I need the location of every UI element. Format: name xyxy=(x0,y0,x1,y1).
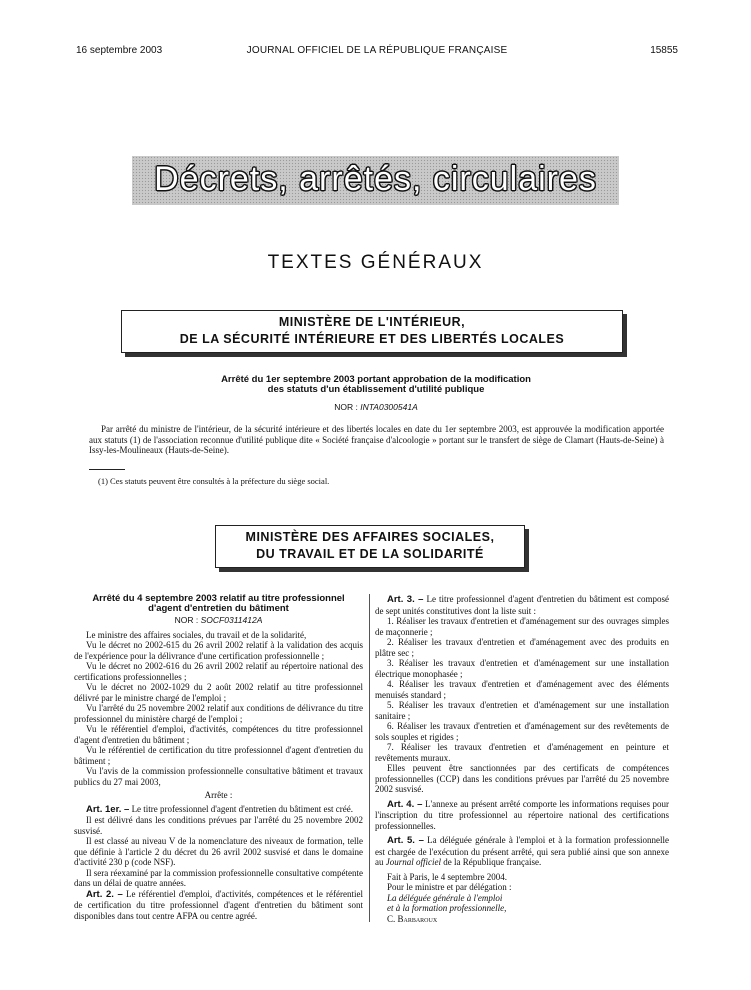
act-title xyxy=(74,594,363,614)
intro-paragraph: Le ministre des affaires sociales, du travail et de la solidarité, xyxy=(86,629,307,640)
visa-paragraph: Vu le référentiel d'emploi, d'activités, compétences du titre professionnel d'agent d'entretien du bâtiment ; xyxy=(74,724,363,745)
article-text: Le titre professionnel d'agent d'entretien du bâtiment est créé. xyxy=(131,803,353,814)
article-3 xyxy=(375,594,669,616)
column-divider xyxy=(369,594,370,922)
footnote-rule xyxy=(89,469,125,470)
page-header xyxy=(76,45,678,59)
signature-line: Pour le ministre et par délégation : xyxy=(387,882,512,892)
ministry-box-interieur xyxy=(121,310,623,353)
article-label: Art. 2. – xyxy=(86,888,123,900)
article-label: Art. 3. – xyxy=(387,594,424,605)
article-label: Art. 1er. – xyxy=(86,803,130,815)
article-text: de la République française. xyxy=(441,857,542,867)
signatory-name xyxy=(375,914,669,925)
act-title-line: d'agent d'entretien du bâtiment xyxy=(148,603,289,614)
signature-role: et à la formation professionnelle, xyxy=(387,903,507,913)
visa-paragraph: Vu l'avis de la commission professionnelle consultative bâtiment et travaux publics du 27 mai 2003, xyxy=(74,766,363,787)
nor-label: NOR : xyxy=(334,402,358,412)
unit-item: 2. Réaliser les travaux d'entretien et d'aménagement avec des produits en plâtre sec ; xyxy=(375,637,669,658)
visa-paragraph: Vu l'arrêté du 25 novembre 2002 relatif aux conditions de délivrance du titre professionnel du ministère chargé de l'emploi ; xyxy=(74,703,363,724)
article-2 xyxy=(74,889,363,922)
unit-item: 6. Réaliser les travaux d'entretien et d'aménagement sur des revêtements de sols souples et rigides ; xyxy=(375,721,669,742)
article-text: La déléguée générale à l'emploi et à la formation professionnelle est chargée de l'exécution du présent arrêté, qui sera publié ainsi que son annexe au xyxy=(375,835,669,867)
nor-reference xyxy=(130,402,622,412)
article-5 xyxy=(375,835,669,868)
signature-line xyxy=(375,903,669,914)
section-title: TEXTES GÉNÉRAUX xyxy=(267,252,484,273)
article-paragraph: Il est classé au niveau V de la nomenclature des niveaux de formation, telle que définie à l'article 2 du décret du 26 avril 2002 susvisé et dans le domaine d'activité 230 p (code NSF). xyxy=(74,836,363,867)
unit-item: 4. Réaliser les travaux d'entretien et d'aménagement avec des éléments menuisés standard ; xyxy=(375,679,669,700)
nor-label: NOR : xyxy=(174,615,199,625)
article-4 xyxy=(375,799,669,832)
visa-paragraph: Vu le décret no 2002-1029 du 2 août 2002 relatif au titre professionnel délivré par le ministre chargé de l'emploi ; xyxy=(74,682,363,703)
signatory: C. Barbaroux xyxy=(387,913,438,924)
left-column xyxy=(74,594,363,921)
header-journal-title: JOURNAL OFFICIEL DE LA RÉPUBLIQUE FRANÇAISE xyxy=(246,45,508,56)
act-body-paragraph: Par arrêté du ministre de l'intérieur, de la sécurité intérieure et des libertés locales en date du 1er septembre 2003, est approuvée la modification apportée aux statuts (1) de l'association reconnue d'utilité publique dite « Société française d'alcoologie » portant sur le transfert de siège de Clamart (Hauts-de-Seine) à Issy-les-Moulineaux (Hauts-de-Seine). xyxy=(89,424,664,455)
act-title-line: des statuts d'un établissement d'utilité publique xyxy=(267,384,485,395)
article-1 xyxy=(74,804,363,816)
article-text: Le titre professionnel d'agent d'entretien du bâtiment est composé de sept unités constitutives dont la liste suit : xyxy=(375,594,669,616)
act-title xyxy=(130,375,622,395)
header-page-number: 15855 xyxy=(650,45,678,56)
ministry-line: MINISTÈRE DE L'INTÉRIEUR, xyxy=(278,315,466,329)
article-paragraph: Elles peuvent être sanctionnées par des certificats de compétences professionnelles (CCP) dans les conditions prévues par l'arrêté du 25 novembre 2002 susvisé. xyxy=(375,763,669,794)
article-paragraph: Il sera réexaminé par la commission professionnelle consultative compétente dans un délai de quatre années. xyxy=(74,867,363,888)
ministry-line: DU TRAVAIL ET DE LA SOLIDARITÉ xyxy=(256,547,484,561)
header-date: 16 septembre 2003 xyxy=(76,45,163,56)
arrete-heading: Arrête : xyxy=(204,790,233,800)
unit-item: 3. Réaliser les travaux d'entretien et d'aménagement sur une installation électrique monophasée ; xyxy=(375,658,669,679)
ministry-line: MINISTÈRE DES AFFAIRES SOCIALES, xyxy=(245,530,495,544)
section-banner xyxy=(132,156,619,205)
journal-name: Journal officiel xyxy=(385,857,441,867)
signature-role: La déléguée générale à l'emploi xyxy=(387,892,503,903)
act-title-line: Arrêté du 1er septembre 2003 portant approbation de la modification xyxy=(221,374,531,385)
done-at-line: Fait à Paris, le 4 septembre 2004. xyxy=(387,871,507,882)
footnote: (1) Ces statuts peuvent être consultés à la préfecture du siège social. xyxy=(98,476,330,486)
unit-item: 7. Réaliser les travaux d'entretien et d'aménagement en peinture et revêtements muraux. xyxy=(375,742,669,763)
act-title-line: Arrêté du 4 septembre 2003 relatif au titre professionnel xyxy=(92,593,345,604)
right-column xyxy=(375,594,669,924)
article-label: Art. 5. – xyxy=(387,835,424,846)
article-text: Le référentiel d'emploi, d'activités, compétences et le référentiel de certification du titre professionnel d'agent d'entretien du bâtiment sont disponibles dans tout centre AFPA ou centre agréé. xyxy=(74,888,363,921)
article-label: Art. 4. – xyxy=(387,798,423,810)
visa-paragraph: Vu le décret no 2002-616 du 26 avril 2002 relatif au répertoire national des certifications professionnelles ; xyxy=(74,661,363,682)
ministry-line: DE LA SÉCURITÉ INTÉRIEURE ET DES LIBERTÉS LOCALES xyxy=(179,332,565,346)
ministry-box-affaires-sociales xyxy=(215,525,525,568)
signature-line xyxy=(375,893,669,904)
nor-value: INTA0300541A xyxy=(360,402,418,412)
visa-paragraph: Vu le référentiel de certification du titre professionnel d'agent d'entretien du bâtiment ; xyxy=(74,745,363,766)
banner-title: Décrets, arrêtés, circulaires xyxy=(154,160,597,198)
visa-paragraph: Vu le décret no 2002-615 du 26 avril 2002 relatif à la validation des acquis de l'expérience pour la délivrance d'une certification professionnelle ; xyxy=(74,640,363,661)
nor-reference xyxy=(74,615,363,626)
article-text: L'annexe au présent arrêté comporte les informations requises pour l'inscription du titre professionnel au répertoire national des certifications professionnelles. xyxy=(375,798,669,831)
unit-item: 1. Réaliser les travaux d'entretien et d'aménagement sur des ouvrages simples de maçonnerie ; xyxy=(375,616,669,637)
nor-value: SOCF0311412A xyxy=(200,615,263,625)
article-paragraph: Il est délivré dans les conditions prévues par l'arrêté du 25 novembre 2002 susvisé. xyxy=(74,815,363,836)
unit-item: 5. Réaliser les travaux d'entretien et d'aménagement sur une installation sanitaire ; xyxy=(375,700,669,721)
